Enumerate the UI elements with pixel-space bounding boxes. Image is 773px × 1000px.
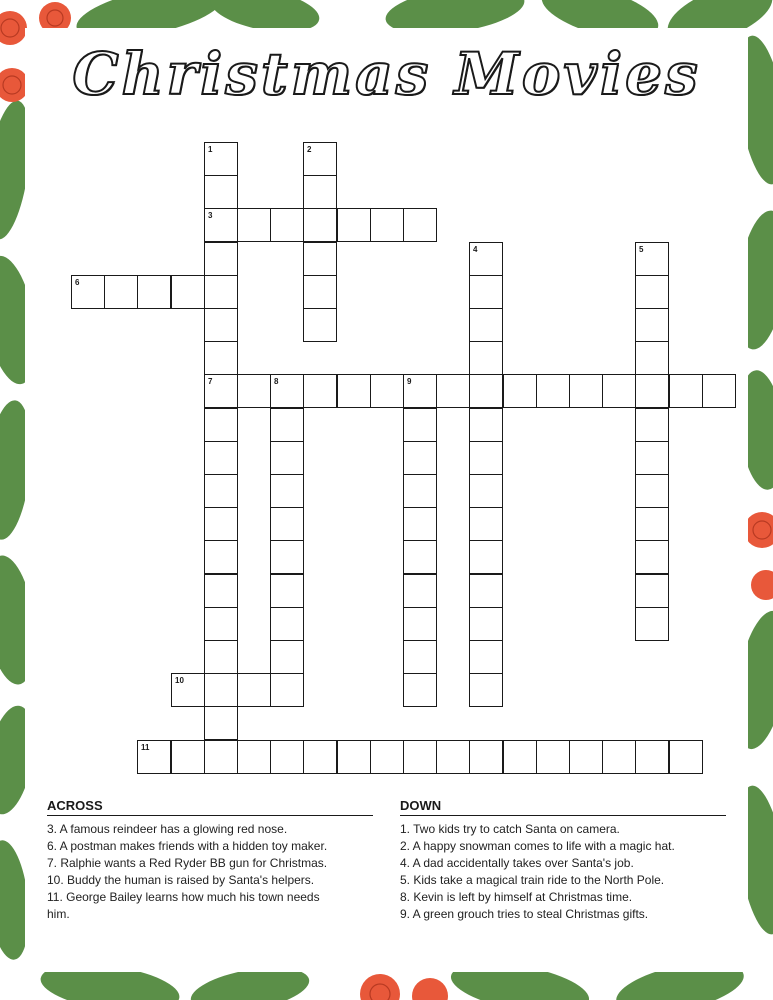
crossword-cell[interactable] <box>137 275 171 309</box>
crossword-cell[interactable] <box>403 408 437 442</box>
crossword-cell[interactable] <box>503 740 537 774</box>
crossword-cell[interactable] <box>635 441 669 475</box>
crossword-cell[interactable] <box>635 308 669 342</box>
crossword-cell[interactable] <box>536 374 570 408</box>
crossword-cell[interactable] <box>303 374 337 408</box>
crossword-cell[interactable] <box>337 374 371 408</box>
crossword-cell[interactable] <box>204 408 238 442</box>
crossword-cell[interactable] <box>403 673 437 707</box>
crossword-cell[interactable] <box>370 740 404 774</box>
crossword-cell[interactable] <box>469 507 503 541</box>
crossword-cell[interactable] <box>204 574 238 608</box>
clue-number: 9 <box>407 377 412 386</box>
crossword-cell[interactable] <box>635 474 669 508</box>
clue-down-8: 8. Kevin is left by himself at Christmas time. <box>400 890 633 904</box>
clue-number: 11 <box>141 743 150 752</box>
crossword-cell[interactable] <box>204 740 238 774</box>
crossword-cell[interactable] <box>469 474 503 508</box>
crossword-cell[interactable] <box>469 374 503 408</box>
crossword-cell[interactable] <box>469 540 503 574</box>
clue-number: 5 <box>639 245 644 254</box>
crossword-cell[interactable] <box>569 374 603 408</box>
crossword-cell[interactable] <box>204 242 238 276</box>
crossword-cell[interactable] <box>204 142 238 176</box>
crossword-cell[interactable] <box>403 374 437 408</box>
clue-number: 4 <box>473 245 478 254</box>
clue-number: 8 <box>274 377 279 386</box>
crossword-cell[interactable] <box>270 507 304 541</box>
crossword-cell[interactable] <box>469 441 503 475</box>
clue-down-4: 4. A dad accidentally takes over Santa's job. <box>400 856 634 870</box>
crossword-cell[interactable] <box>403 607 437 641</box>
crossword-cell[interactable] <box>71 275 105 309</box>
crossword-cell[interactable] <box>137 740 171 774</box>
crossword-cell[interactable] <box>669 740 703 774</box>
crossword-cell[interactable] <box>270 574 304 608</box>
crossword-cell[interactable] <box>303 308 337 342</box>
crossword-cell[interactable] <box>635 507 669 541</box>
clue-across-6: 6. A postman makes friends with a hidden toy maker. <box>47 839 328 853</box>
crossword-cell[interactable] <box>403 540 437 574</box>
crossword-cell[interactable] <box>270 474 304 508</box>
across-heading: ACROSS <box>47 798 373 816</box>
crossword-cell[interactable] <box>469 640 503 674</box>
crossword-cell[interactable] <box>635 574 669 608</box>
crossword-cell[interactable] <box>469 574 503 608</box>
crossword-cell[interactable] <box>270 374 304 408</box>
clue-across-3: 3. A famous reindeer has a glowing red nose. <box>47 822 288 836</box>
crossword-cell[interactable] <box>403 474 437 508</box>
crossword-cell[interactable] <box>237 208 271 242</box>
crossword-cell[interactable] <box>602 374 636 408</box>
crossword-cell[interactable] <box>403 208 437 242</box>
crossword-cell[interactable] <box>469 275 503 309</box>
clue-across-10: 10. Buddy the human is raised by Santa's helpers. <box>47 873 315 887</box>
crossword-cell[interactable] <box>204 441 238 475</box>
crossword-cell[interactable] <box>204 308 238 342</box>
crossword-cell[interactable] <box>237 740 271 774</box>
crossword-cell[interactable] <box>303 175 337 209</box>
crossword-cell[interactable] <box>403 507 437 541</box>
crossword-cell[interactable] <box>204 341 238 375</box>
crossword-cell[interactable] <box>702 374 736 408</box>
crossword-cell[interactable] <box>635 374 669 408</box>
crossword-cell[interactable] <box>204 474 238 508</box>
crossword-cell[interactable] <box>337 208 371 242</box>
crossword-cell[interactable] <box>370 374 404 408</box>
crossword-cell[interactable] <box>403 640 437 674</box>
clue-down-1: 1. Two kids try to catch Santa on camera. <box>400 822 620 836</box>
across-clues-section <box>47 798 373 923</box>
crossword-cell[interactable] <box>171 740 205 774</box>
crossword-cell[interactable] <box>303 740 337 774</box>
crossword-cell[interactable] <box>469 242 503 276</box>
clue-number: 10 <box>175 676 184 685</box>
down-clues-section <box>400 798 726 923</box>
down-clue-list <box>400 821 726 923</box>
crossword-cell[interactable] <box>270 408 304 442</box>
crossword-cell[interactable] <box>635 275 669 309</box>
crossword-cell[interactable] <box>337 740 371 774</box>
crossword-cell[interactable] <box>204 640 238 674</box>
across-clue-list <box>47 821 373 923</box>
clue-down-9: 9. A green grouch tries to steal Christmas gifts. <box>400 907 649 921</box>
crossword-cell[interactable] <box>204 275 238 309</box>
crossword-cell[interactable] <box>436 374 470 408</box>
crossword-cell[interactable] <box>602 740 636 774</box>
crossword-cell[interactable] <box>635 242 669 276</box>
crossword-cell[interactable] <box>303 275 337 309</box>
crossword-cell[interactable] <box>270 673 304 707</box>
crossword-cell[interactable] <box>204 507 238 541</box>
crossword-cell[interactable] <box>436 740 470 774</box>
crossword-cell[interactable] <box>104 275 138 309</box>
crossword-cell[interactable] <box>204 208 238 242</box>
crossword-cell[interactable] <box>536 740 570 774</box>
crossword-cell[interactable] <box>270 441 304 475</box>
crossword-cell[interactable] <box>403 740 437 774</box>
crossword-cell[interactable] <box>204 374 238 408</box>
crossword-cell[interactable] <box>204 175 238 209</box>
crossword-cell[interactable] <box>635 341 669 375</box>
crossword-cell[interactable] <box>635 607 669 641</box>
crossword-cell[interactable] <box>635 740 669 774</box>
crossword-cell[interactable] <box>270 740 304 774</box>
crossword-cell[interactable] <box>204 706 238 740</box>
clue-number: 1 <box>208 145 213 154</box>
crossword-cell[interactable] <box>469 308 503 342</box>
crossword-cell[interactable] <box>204 673 238 707</box>
clue-across-7: 7. Ralphie wants a Red Ryder BB gun for Christmas. <box>47 856 328 870</box>
crossword-cell[interactable] <box>469 740 503 774</box>
clue-number: 2 <box>307 145 312 154</box>
crossword-cell[interactable] <box>503 374 537 408</box>
crossword-cell[interactable] <box>635 408 669 442</box>
crossword-cell[interactable] <box>237 374 271 408</box>
clue-number: 7 <box>208 377 213 386</box>
crossword-cell[interactable] <box>171 275 205 309</box>
crossword-cell[interactable] <box>237 673 271 707</box>
crossword-cell[interactable] <box>270 540 304 574</box>
crossword-cell[interactable] <box>204 607 238 641</box>
crossword-cell[interactable] <box>270 640 304 674</box>
crossword-cell[interactable] <box>403 441 437 475</box>
crossword-cell[interactable] <box>303 142 337 176</box>
crossword-cell[interactable] <box>171 673 205 707</box>
crossword-cell[interactable] <box>403 574 437 608</box>
crossword-cell[interactable] <box>469 607 503 641</box>
crossword-cell[interactable] <box>303 208 337 242</box>
clue-number: 6 <box>75 278 80 287</box>
crossword-cell[interactable] <box>370 208 404 242</box>
crossword-cell[interactable] <box>469 408 503 442</box>
crossword-cell[interactable] <box>635 540 669 574</box>
crossword-cell[interactable] <box>204 540 238 574</box>
crossword-cell[interactable] <box>569 740 603 774</box>
clue-across-11: 11. George Bailey learns how much his town needs him. <box>47 890 320 921</box>
clue-down-5: 5. Kids take a magical train ride to the North Pole. <box>400 873 665 887</box>
crossword-cell[interactable] <box>270 607 304 641</box>
crossword-cell[interactable] <box>669 374 703 408</box>
crossword-cell[interactable] <box>270 208 304 242</box>
down-heading: DOWN <box>400 798 726 816</box>
clue-number: 3 <box>208 211 213 220</box>
crossword-cell[interactable] <box>469 673 503 707</box>
crossword-cell[interactable] <box>303 242 337 276</box>
crossword-cell[interactable] <box>469 341 503 375</box>
clue-down-2: 2. A happy snowman comes to life with a magic hat. <box>400 839 675 853</box>
page-title: Christmas Movies <box>72 40 701 108</box>
